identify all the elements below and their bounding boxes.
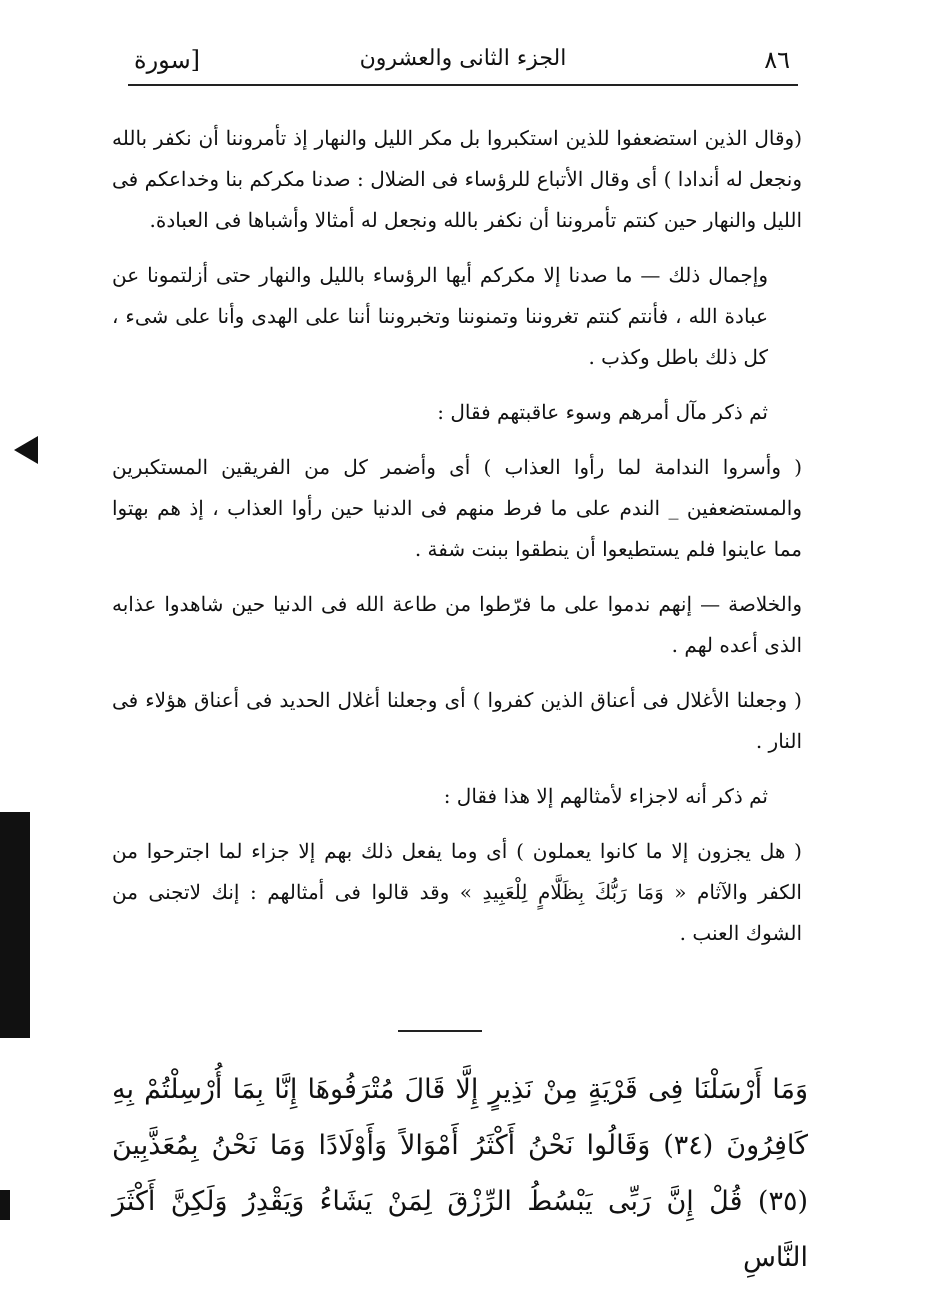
margin-arrow-icon bbox=[14, 436, 38, 464]
running-title: الجزء الثانى والعشرون bbox=[359, 46, 567, 71]
quran-verses: وَمَا أَرْسَلْنَا فِى قَرْيَةٍ مِنْ نَذِيرٍ إِلَّا قَالَ مُتْرَفُوهَا إِنَّا بِمَا أُرْسِلْتُمْ بِهِ كَافِرُونَ (٣٤) وَقَالُوا نَحْنُ أَكْثَرُ أَمْوَالاً وَأَوْلَادًا وَمَا نَحْنُ بِمُعَذَّبِينَ (٣٥) قُلْ إِنَّ رَبِّى يَبْسُطُ الرِّزْقَ لِمَنْ يَشَاءُ وَيَقْدِرُ وَلَكِنَّ أَكْثَرَ النَّاسِ bbox=[112, 1074, 808, 1273]
paragraph: والخلاصة — إنهم ندموا على ما فرّطوا من طاعة الله فى الدنيا حين شاهدوا عذابه الذى أعده لهم . bbox=[112, 592, 802, 657]
paragraph: ثم ذكر أنه لاجزاء لأمثالهم إلا هذا فقال : bbox=[443, 784, 768, 808]
section-divider bbox=[398, 1030, 482, 1032]
paragraph: وإجمال ذلك — ما صدنا إلا مكركم أيها الرؤساء بالليل والنهار حتى أزلتمونا عن عبادة الله ، فأنتم كنتم تغروننا وتمنوننا وتخبروننا أننا على الهدى وأنا على شىء ، كل ذلك باطل وكذب . bbox=[112, 263, 768, 369]
page-header bbox=[128, 40, 798, 86]
page-number: ٨٦ bbox=[764, 46, 790, 74]
scan-edge-mark bbox=[0, 1190, 10, 1220]
scan-edge-shadow bbox=[0, 812, 30, 1038]
surah-label: [سورة bbox=[134, 46, 201, 74]
paragraph: ( وأسروا الندامة لما رأوا العذاب ) أى وأضمر كل من الفريقين المستكبرين والمستضعفين _ الندم على ما فرط منهم فى الدنيا حين رأوا العذاب ، إذ هم بهتوا مما عاينوا فلم يستطيعوا أن ينطقوا ببنت شفة . bbox=[112, 455, 802, 561]
header-rule bbox=[128, 84, 798, 86]
commentary-text bbox=[112, 118, 802, 968]
paragraph: (وقال الذين استضعفوا للذين استكبروا بل مكر الليل والنهار إذ تأمروننا أن نكفر بالله ونجعل له أندادا ) أى وقال الأتباع للرؤساء فى الضلال : صدنا مكركم بنا وخداعكم فى الليل والنهار حين كنتم تأمروننا أن نكفر بالله ونجعل له أمثالا وأشباها فى العبادة. bbox=[112, 126, 802, 232]
paragraph: ثم ذكر مآل أمرهم وسوء عاقبتهم فقال : bbox=[437, 400, 768, 424]
paragraph: ( هل يجزون إلا ما كانوا يعملون ) أى وما يفعل ذلك بهم إلا جزاء لما اجترحوا من الكفر والآثام « وَمَا رَبُّكَ بِظَلَّامٍ لِلْعَبِيدِ » وقد قالوا فى أمثالهم : إنك لاتجنى من الشوك العنب . bbox=[112, 839, 802, 945]
paragraph: ( وجعلنا الأغلال فى أعناق الذين كفروا ) أى وجعلنا أغلال الحديد فى أعناق هؤلاء فى النار . bbox=[112, 688, 802, 753]
